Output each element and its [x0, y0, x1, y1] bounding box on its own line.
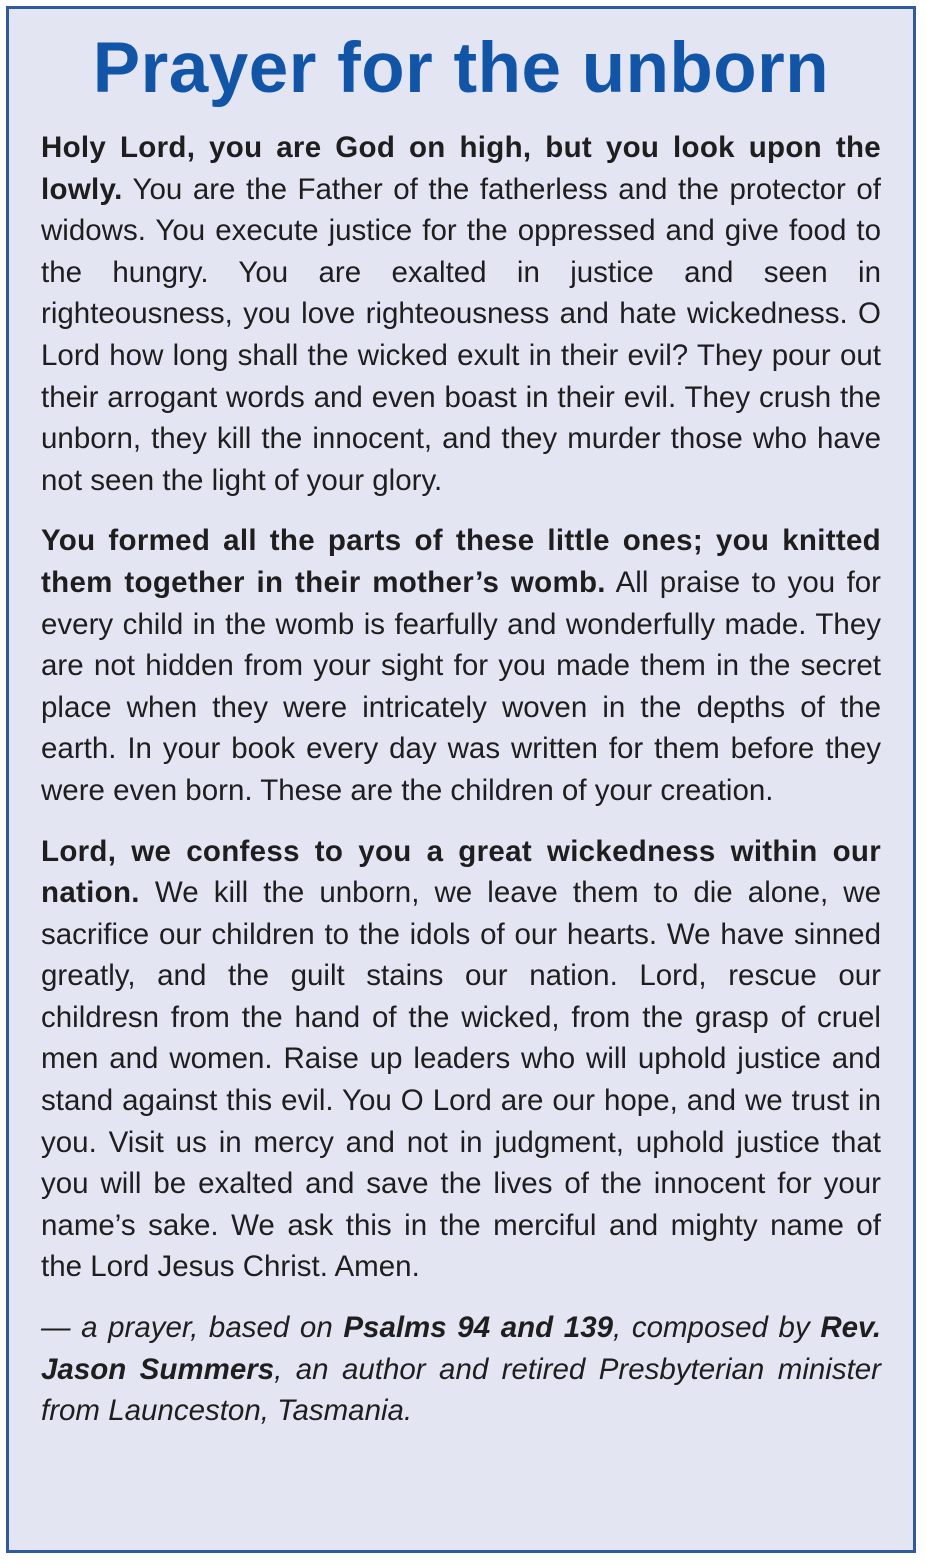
- paragraph-3-lead: Lord, we confess to you a great wickedness within our nation.: [41, 834, 881, 910]
- credit-line: [41, 1307, 881, 1432]
- paragraph-2-lead: You formed all the parts of these little ones; you knitted them together in their mother’s womb.: [41, 524, 881, 599]
- page-title: Prayer for the unborn: [92, 29, 830, 108]
- paragraph-1-body: You are the Father of the fatherless and the protector of widows. You execute justice for the oppressed and give food to the hungry. You are exalted in justice and seen in righteousness, you love righteousness and hate wickedness. O Lord how long shall the wicked exult in their evil? They pour out their arrogant words and even boast in their evil. They crush the unborn, they kill the innocent, and they murder those who have not seen the light of your glory.: [41, 172, 881, 497]
- paragraph-1: [41, 127, 881, 501]
- credit-source: Psalms 94 and 139: [343, 1311, 614, 1345]
- paragraph-1-lead: Holy Lord, you are God on high, but you look upon the lowly.: [41, 131, 881, 206]
- prayer-card: [6, 6, 916, 1553]
- paragraph-2: [41, 520, 881, 811]
- credit-middle: , composed by: [613, 1311, 821, 1345]
- paragraph-3-body: We kill the unborn, we leave them to die alone, we sacrifice our children to the idols of our hearts. We have sinned greatly, and the guilt stains our nation. Lord, rescue our childresn from the hand of the wicked, from the grasp of cruel men and women. Raise up leaders who will uphold justice and stand against this evil. You O Lord are our hope, and we trust in you. Visit us in mercy and not in judgment, uphold justice that you will be exalted and save the lives of the innocent for your name’s sake. We ask this in the merciful and mighty name of the Lord Jesus Christ. Amen.: [41, 876, 881, 1284]
- paragraph-2-body: All praise to you for every child in the womb is fearfully and wonderfully made. They are not hidden from your sight for you made them in the secret place when they were intricately woven in the depths of the earth. In your book every day was written for them before they were even born. These are the children of your creation.: [41, 565, 881, 807]
- credit-author: Rev. Jason Summers: [41, 1311, 882, 1386]
- credit-suffix: , an author and retired Presbyterian minister from Launceston, Tasmania.: [41, 1352, 882, 1428]
- credit-prefix: — a prayer, based on: [41, 1311, 344, 1345]
- paragraph-3: [41, 831, 881, 1289]
